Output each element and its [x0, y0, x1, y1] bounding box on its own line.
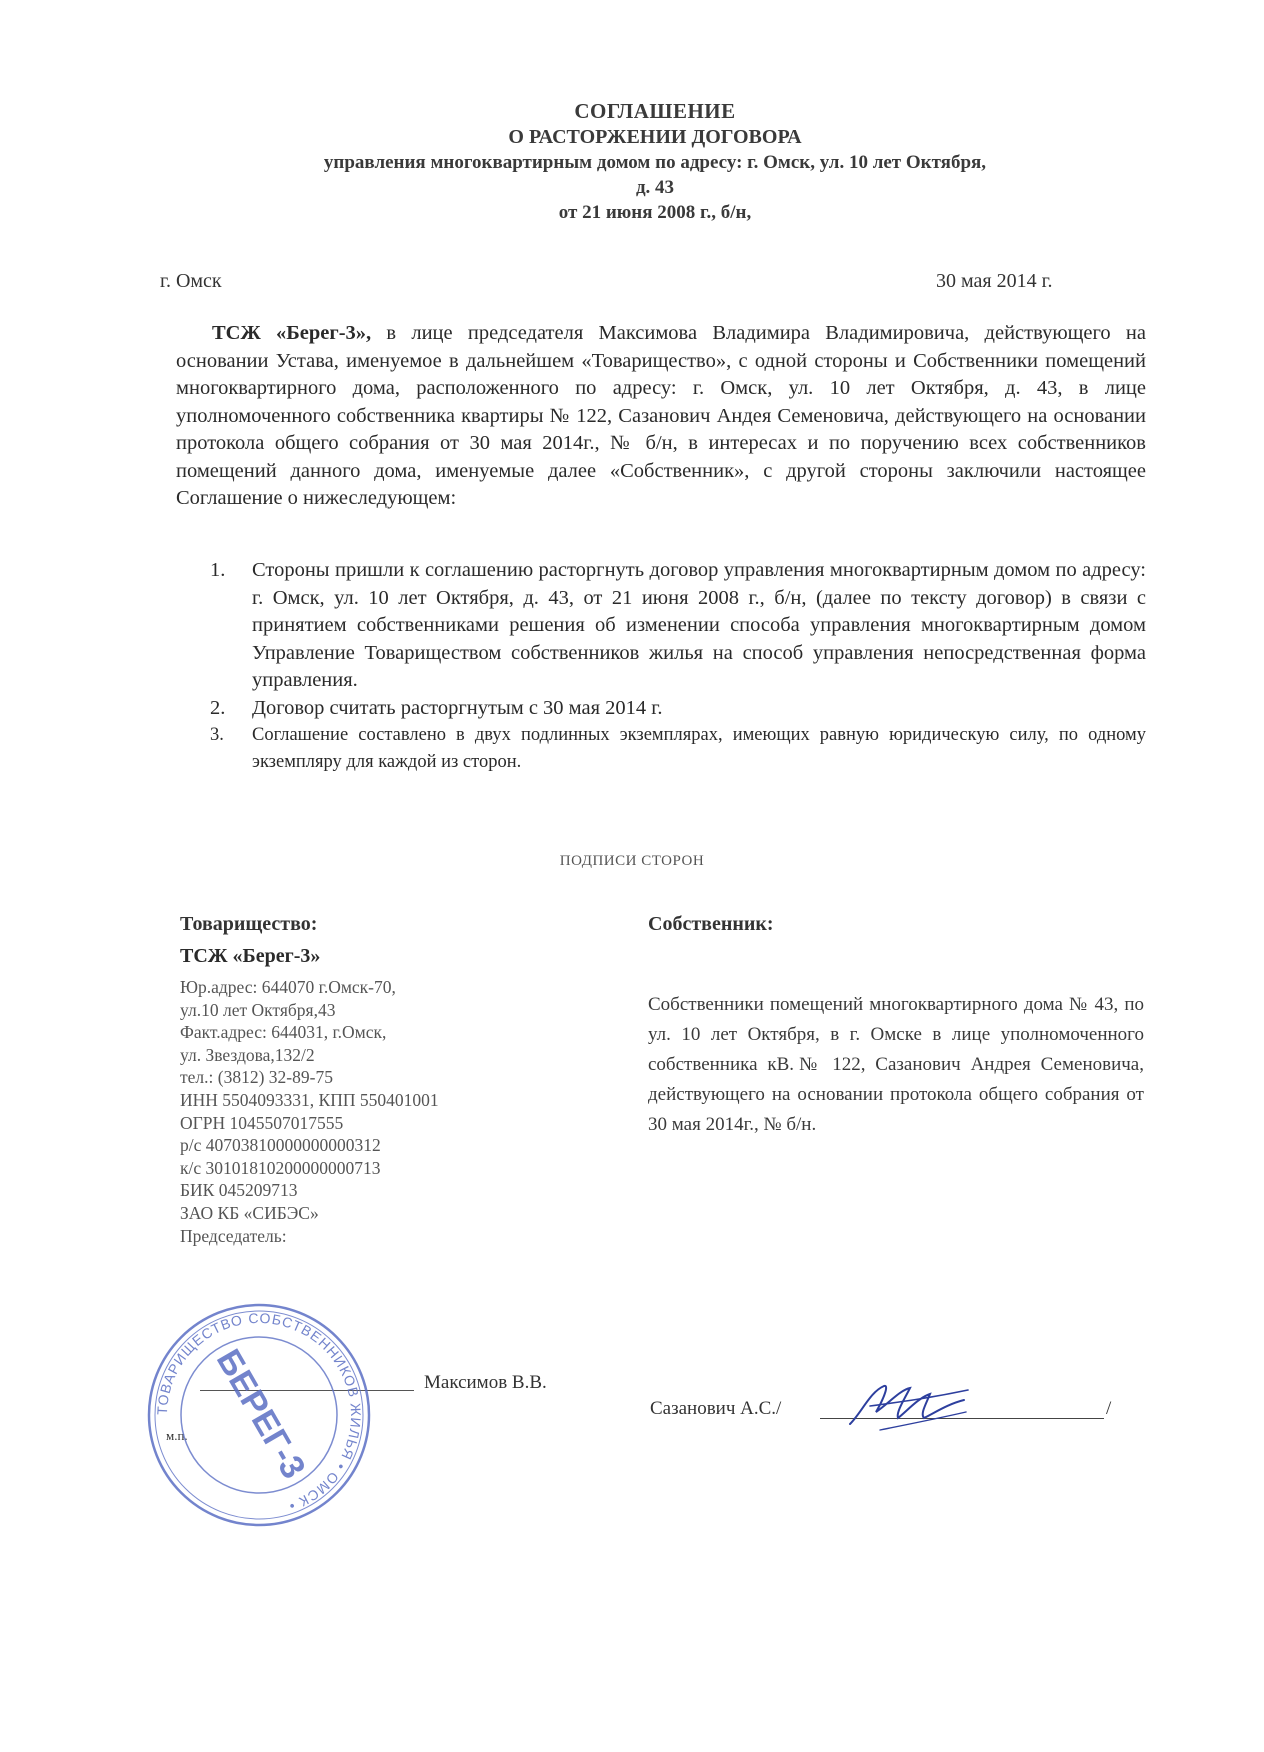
- place: г. Омск: [160, 270, 222, 292]
- intro-paragraph: [176, 320, 1146, 513]
- requisite-line: ул. Звездова,132/2: [180, 1044, 315, 1065]
- partnership-name: ТСЖ «Берег-3»: [180, 945, 321, 967]
- requisite-line: Председатель:: [180, 1225, 287, 1246]
- owner-description: Собственники помещений многоквартирного дома № 43, по ул. 10 лет Октября, в г. Омске в лице уполномоченного собственника кВ.№ 122, Сазанович Андрея Семеновича, действующего на основании протокола общего собрания от 30 мая 2014г., № б/н.: [648, 994, 1144, 1135]
- title-line-1: СОГЛАШЕНИЕ: [574, 99, 736, 123]
- item-text: Договор считать расторгнутым с 30 мая 2014 г.: [252, 696, 663, 719]
- intro-lead: ТСЖ «Берег-3»,: [212, 322, 372, 344]
- owner-column: [648, 910, 1144, 1140]
- partnership-requisites: [180, 976, 540, 1247]
- item-number: 2.: [210, 696, 226, 719]
- requisite-line: р/с 40703810000000000312: [180, 1135, 381, 1156]
- requisite-line: БИК 045209713: [180, 1180, 298, 1201]
- stamp-outer-text: ТОВАРИЩЕСТВО СОБСТВЕННИКОВ ЖИЛЬЯ • ОМСК •: [153, 1309, 365, 1515]
- requisite-line: ИНН 5504093331, КПП 550401001: [180, 1089, 439, 1110]
- title-line-5: от 21 июня 2008 г., б/н,: [558, 202, 752, 223]
- list-item: [176, 722, 1146, 776]
- requisite-line: тел.: (3812) 32-89-75: [180, 1067, 333, 1088]
- intro-text: в лице председателя Максимова Владимира Владимировича, действующего на основании Устава, именуемое в дальнейшем «Товарищество», с одной стороны и Собственники помещений многоквартирного дома, расположенного по адресу: г. Омск, ул. 10 лет Октября, д. 43, в лице уполномоченного собственника квартиры № 122, Сазанович Андея Семеновича, действующего на основании протокола общего собрания от 30 мая 2014г., № б/н, в интересах и по поручению всех собственников помещений данного дома, именуемые далее «Собственник», с другой стороны заключили настоящее Соглашение о нижеследующем:: [176, 322, 1146, 509]
- partnership-heading: Товарищество:: [180, 913, 318, 935]
- owner-signer-name: Сазанович А.С./: [650, 1398, 782, 1419]
- chairman-name: Максимов В.В.: [424, 1372, 547, 1393]
- list-item: [176, 557, 1146, 695]
- document-date: 30 мая 2014 г.: [936, 270, 1053, 292]
- owner-signature-end: /: [1106, 1398, 1112, 1419]
- list-item: [176, 695, 1146, 723]
- agreement-items: [176, 557, 1146, 776]
- stamp-seal: [144, 1300, 374, 1530]
- signatures-title: ПОДПИСИ СТОРОН: [559, 853, 705, 869]
- stamp-center-text: БЕРЕГ-3: [208, 1343, 313, 1485]
- requisite-line: к/с 30101810200000000713: [180, 1157, 381, 1178]
- requisite-line: ЗАО КБ «СИБЭС»: [180, 1202, 319, 1223]
- item-number: 1.: [210, 559, 226, 581]
- owner-heading: Собственник:: [648, 913, 774, 935]
- requisite-line: Юр.адрес: 644070 г.Омск-70,: [180, 977, 396, 997]
- title-line-4: д. 43: [635, 177, 675, 198]
- item-text: Соглашение составлено в двух подлинных экземплярах, имеющих равную юридическую силу, по одному экземпляру для каждой из сторон.: [252, 725, 1146, 772]
- item-number: 3.: [210, 725, 224, 745]
- requisite-line: ОГРН 1045507017555: [180, 1112, 344, 1133]
- requisite-line: Факт.адрес: 644031, г.Омск,: [180, 1022, 387, 1043]
- title-line-2: О РАСТОРЖЕНИИ ДОГОВОРА: [508, 126, 802, 148]
- owner-signature-icon: [840, 1372, 980, 1442]
- title-line-3: управления многоквартирным домом по адресу: г. Омск, ул. 10 лет Октября,: [323, 152, 987, 173]
- document-title: [160, 98, 1150, 225]
- item-text: Стороны пришли к соглашению расторгнуть договор управления многоквартирным домом по адресу: г. Омск, ул. 10 лет Октября, д. 43, от 21 июня 2008 г., б/н, (далее по тексту договор) в связи с принятием собственниками решения об изменении способа управления многоквартирным домом Управление Товариществом собственников жилья на способ управления непосредственная форма управления.: [252, 559, 1146, 691]
- requisite-line: ул.10 лет Октября,43: [180, 999, 336, 1020]
- seal-place-label: м.п.: [166, 1428, 188, 1443]
- partnership-column: [180, 910, 540, 1247]
